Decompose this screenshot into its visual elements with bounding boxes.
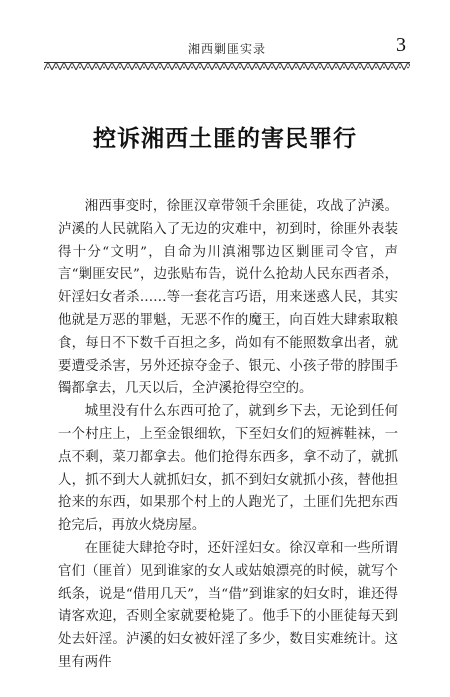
book-title: 湘西剿匪实录 xyxy=(187,42,266,56)
paragraph: 湘西事变时，徐匪汉章带领千余匪徒，攻战了泸溪。泸溪的人民就陷入了无边的灾难中，初到时，徐匪外表装得十分“文明”，自命为川滇湘鄂边区剿匪司令官，声言“剿匪安民”，边张贴布告，说什么抢劫人民东西者杀，奸淫妇女者杀……等一套花言巧语，用来迷惑人民，其实他就是万恶的罪魁，无恶不作的魔王，向百姓大肆索取粮食，每日不下数千百担之多，尚如有不能照数拿出者，就要遭受杀害，另外还掠夺金子、银元、小孩子带的脖围手镯都拿去，几天以后，全泸溪抢得空空的。 xyxy=(58,199,398,397)
page-number: 3 xyxy=(396,34,406,56)
body-text xyxy=(58,196,398,675)
chapter-title: 控诉湘西土匪的害民罪行 xyxy=(93,126,357,152)
paragraph: 在匪徒大肆抢夺时，还奸淫妇女。徐汉章和一些所谓官们（匪首）见到谁家的女人或姑娘漂亮的时候，就写个纸条，说是“借用几天”，当“借”到谁家的妇女时，谁还得请客欢迎，否则全家就要枪毙了。他手下的小匪徒每天到处去奸淫。泸溪的妇女被奸淫了多少，数目实难统计。这里有两件 xyxy=(58,540,398,670)
paragraph: 城里没有什么东西可抢了，就到乡下去，无论到任何一个村庄上，上至金银细软，下至妇女们的短裤鞋袜，一点不剩，菜刀都拿去。他们抢得东西多，拿不动了，就抓人，抓不到大人就抓妇女，抓不到妇女就抓小孩，替他担抢来的东西，如果那个村上的人跑光了，土匪们先把东西抢完后，再放火烧房屋。 xyxy=(58,404,398,534)
header-ornament-border xyxy=(44,62,410,70)
running-header xyxy=(44,34,410,62)
